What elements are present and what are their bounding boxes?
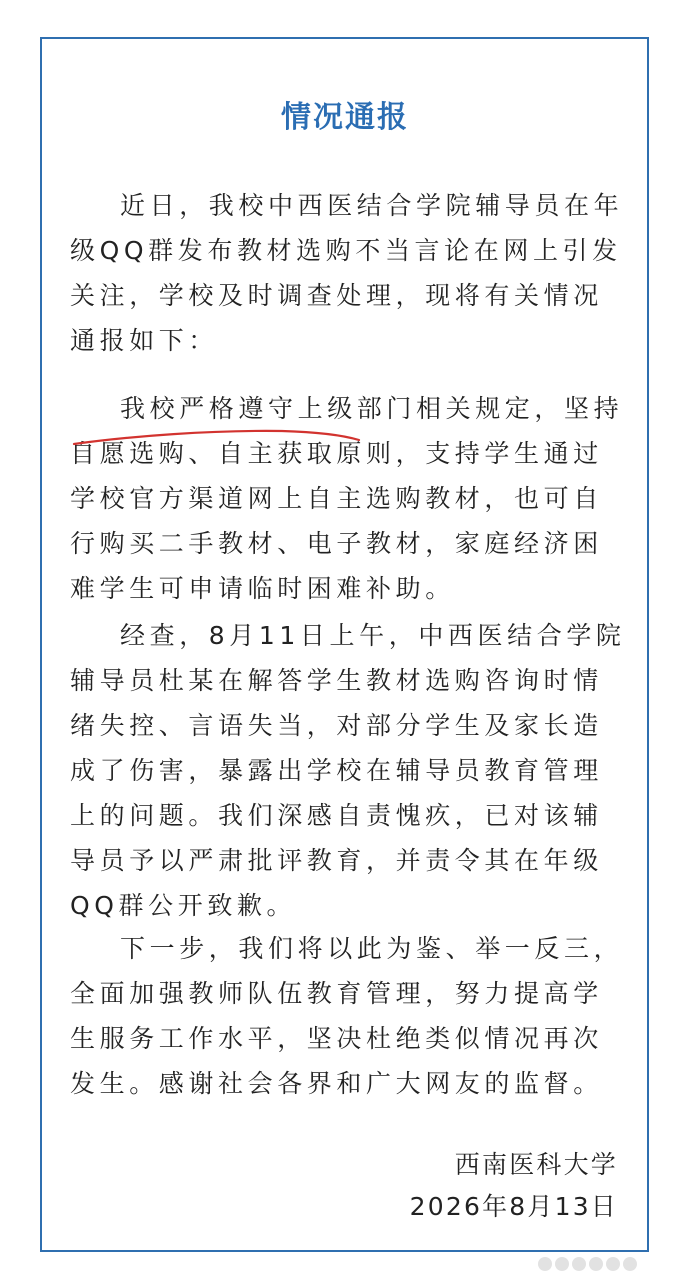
watermark-dot — [572, 1257, 586, 1271]
watermark-dot — [606, 1257, 620, 1271]
paragraph-text: 我校严格遵守上级部门相关规定，坚持自愿选购、自主获取原则，支持学生通过学校官方渠道网上自主选购教材，也可自行购买二手教材、电子教材，家庭经济困难学生可申请临时困难补助。 — [70, 394, 624, 603]
watermark-dot — [589, 1257, 603, 1271]
notice-title: 情况通报 — [281, 100, 409, 135]
watermark-dot — [555, 1257, 569, 1271]
watermark — [538, 1256, 688, 1276]
notice-paragraph-2 — [70, 386, 626, 611]
watermark-dot — [623, 1257, 637, 1271]
notice-paragraph-1 — [70, 183, 626, 363]
signature-organization: 西南医科大学 — [454, 1150, 618, 1179]
signature-date: 2026年8月13日 — [409, 1192, 618, 1221]
paragraph-text: 近日，我校中西医结合学院辅导员在年级QQ群发布教材选购不当言论在网上引发关注，学校及时调查处理，现将有关情况通报如下： — [70, 191, 624, 355]
paragraph-text: 经查，8月11日上午，中西医结合学院辅导员杜某在解答学生教材选购咨询时情绪失控、言语失当，对部分学生及家长造成了伤害，暴露出学校在辅导员教育管理上的问题。我们深感自责愧疚，已对该辅导员予以严肃批评教育，并责令其在年级QQ群公开致歉。 — [70, 621, 626, 920]
notice-paragraph-4 — [70, 926, 626, 1106]
watermark-dot — [538, 1257, 552, 1271]
notice-paragraph-3 — [70, 613, 626, 928]
handwritten-underline — [72, 428, 362, 450]
paragraph-text: 下一步，我们将以此为鉴、举一反三，全面加强教师队伍教育管理，努力提高学生服务工作水平，坚决杜绝类似情况再次发生。感谢社会各界和广大网友的监督。 — [70, 934, 624, 1098]
